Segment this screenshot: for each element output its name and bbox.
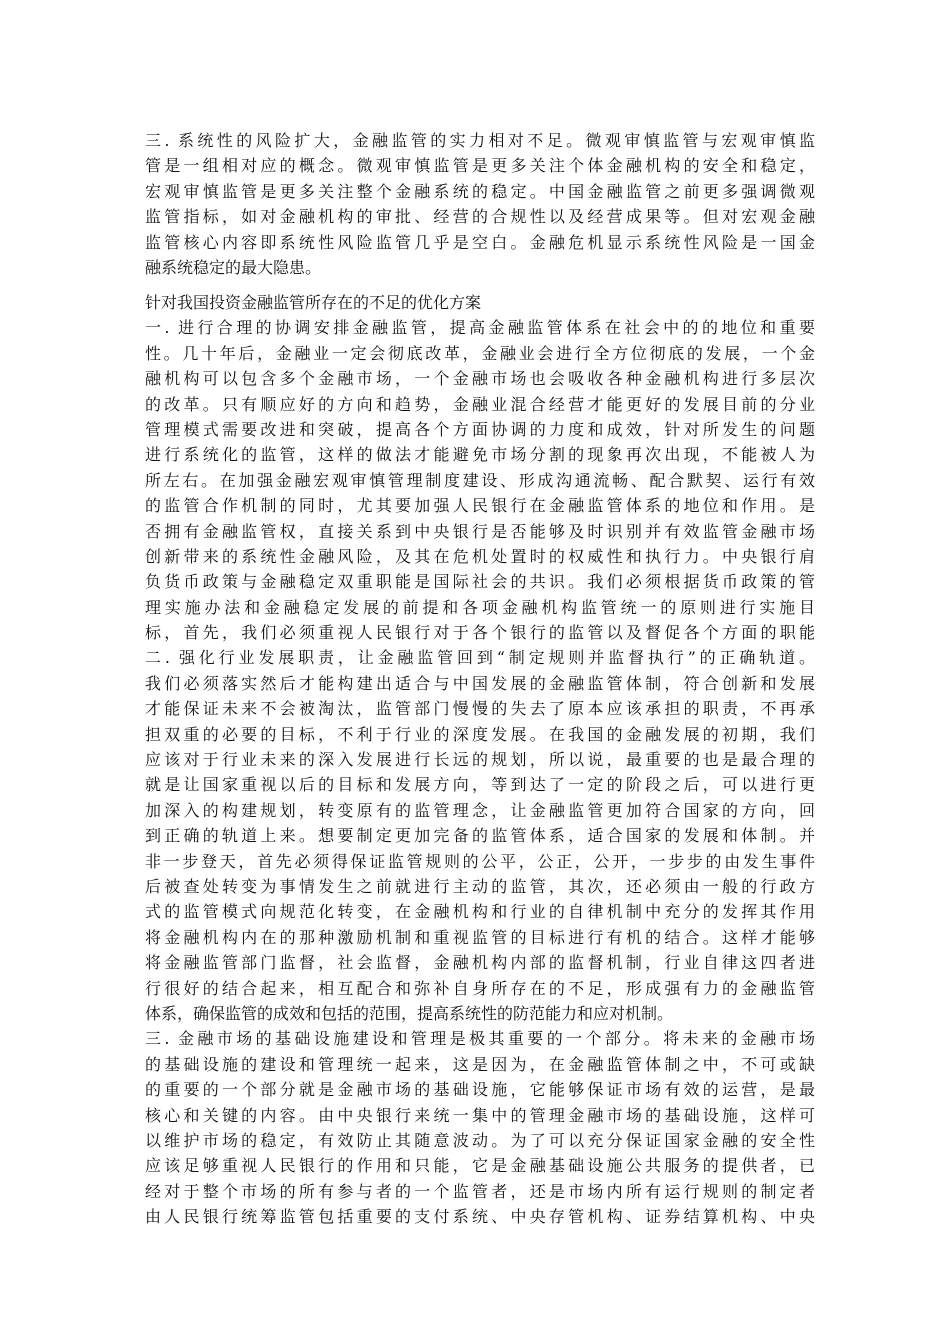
- paragraph-line: 就是让国家重视以后的目标和发展方向，等到达了一定的阶段之后，可以进行更: [145, 775, 815, 795]
- paragraph-line: 进行系统化的监管，这样的做法才能避免市场分割的现象再次出现，不能被人为: [145, 445, 815, 465]
- paragraph-line: 非一步登天，首先必须得保证监管规则的公平，公正，公开，一步步的由发生事件: [145, 851, 815, 871]
- paragraph-line: 应该对于行业未来的深入发展进行长远的规划，所以说，最重要的也是最合理的: [145, 750, 815, 770]
- paragraph-line: 一. 进行合理的协调安排金融监管，提高金融监管体系在社会中的的地位和重要: [145, 318, 815, 338]
- paragraph-line: 的监管合作机制的同时，尤其要加强人民银行在金融监管体系的地位和作用。是: [145, 496, 815, 516]
- paragraph-line: 管理模式需要改进和突破，提高各个方面协调的力度和成效，针对所发生的问题: [145, 419, 815, 439]
- paragraph-line: 由人民银行统筹监管包括重要的支付系统、中央存管机构、证券结算机构、中央: [145, 1207, 815, 1227]
- paragraph-line: 监管指标，如对金融机构的审批、经营的合规性以及经营成果等。但对宏观金融: [145, 207, 815, 227]
- paragraph-line: 将金融机构内在的那种激励机制和重视监管的目标进行有机的结合。这样才能够: [145, 927, 815, 947]
- paragraph-line: 我们必须落实然后才能构建出适合与中国发展的金融监管体制，符合创新和发展: [145, 673, 815, 693]
- paragraph-line: 管是一组相对应的概念。微观审慎监管是更多关注个体金融机构的安全和稳定，: [145, 156, 815, 176]
- paragraph-line: 监管核心内容即系统性风险监管几乎是空白。金融危机显示系统性风险是一国金: [145, 232, 815, 252]
- paragraph-line: 核心和关键的内容。由中央银行来统一集中的管理金融市场的基础设施，这样可: [145, 1105, 815, 1125]
- paragraph-line: 三. 系统性的风险扩大，金融监管的实力相对不足。微观审慎监管与宏观审慎监: [145, 131, 815, 150]
- paragraph-line: 体系，确保监管的成效和包括的范围，提高系统性的防范能力和应对机制。: [145, 1003, 674, 1023]
- paragraph-line: 将金融监管部门监督，社会监督，金融机构内部的监督机制，行业自律这四者进: [145, 953, 815, 973]
- paragraph-line: 二. 强化行业发展职责，让金融监管回到“制定规则并监督执行”的正确轨道。: [145, 648, 815, 668]
- paragraph-line: 以维护市场的稳定，有效防止其随意波动。为了可以充分保证国家金融的安全性: [145, 1130, 815, 1150]
- paragraph-line: 后被查处转变为事情发生之前就进行主动的监管，其次，还必须由一般的行政方: [145, 876, 815, 896]
- paragraph-line: 的基础设施的建设和管理统一起来，这是因为，在金融监管体制之中，不可或缺: [145, 1054, 815, 1074]
- paragraph-line: 加深入的构建规划，转变原有的监管理念，让金融监管更加符合国家的方向，回: [145, 800, 815, 820]
- paragraph-line: 宏观审慎监管是更多关注整个金融系统的稳定。中国金融监管之前更多强调微观: [145, 181, 815, 201]
- paragraph-line: 否拥有金融监管权，直接关系到中央银行是否能够及时识别并有效监管金融市场: [145, 521, 815, 541]
- paragraph-line: 所左右。在加强金融宏观审慎管理制度建设、形成沟通流畅、配合默契、运行有效: [145, 470, 815, 490]
- paragraph-line: 融机构可以包含多个金融市场，一个金融市场也会吸收各种金融机构进行多层次: [145, 369, 815, 389]
- paragraph-line: 负货币政策与金融稳定双重职能是国际社会的共识。我们必须根据货币政策的管: [145, 572, 815, 592]
- section-optimization-plan: [145, 290, 815, 1229]
- paragraph-line: 式的监管模式向规范化转变，在金融机构和行业的自律机制中充分的发挥其作用: [145, 902, 815, 922]
- paragraph-line: 行很好的结合起来，相互配合和弥补自身所存在的不足，形成强有力的金融监管: [145, 978, 815, 998]
- section-heading: 针对我国投资金融监管所存在的不足的优化方案: [145, 293, 482, 312]
- paragraph-line: 性。几十年后，金融业一定会彻底改革，金融业会进行全方位彻底的发展，一个金: [145, 343, 815, 363]
- paragraph-line: 创新带来的系统性金融风险，及其在危机处置时的权威性和执行力。中央银行肩: [145, 546, 815, 566]
- paragraph-line: 三. 金融市场的基础设施建设和管理是极其重要的一个部分。将未来的金融市场: [145, 1029, 815, 1049]
- paragraph-line: 到正确的轨道上来。想要制定更加完备的监管体系，适合国家的发展和体制。并: [145, 826, 815, 846]
- paragraph-line: 担双重的必要的目标，不利于行业的深度发展。在我国的金融发展的初期，我们: [145, 724, 815, 744]
- paragraph-line: 理实施办法和金融稳定发展的前提和各项金融机构监管统一的原则进行实施目: [145, 597, 815, 617]
- paragraph-line: 融系统稳定的最大隐患。: [145, 257, 322, 277]
- paragraph-line: 的改革。只有顺应好的方向和趋势，金融业混合经营才能更好的发展目前的分业: [145, 394, 815, 414]
- paragraph-line: 的重要的一个部分就是金融市场的基础设施，它能够保证市场有效的运营，是最: [145, 1080, 815, 1100]
- section-systemic-risk: [145, 128, 815, 280]
- paragraph-line: 应该足够重视人民银行的作用和只能，它是金融基础设施公共服务的提供者，已: [145, 1156, 815, 1176]
- paragraph-line: 才能保证未来不会被淘汰，监管部门慢慢的失去了原本应该承担的职责，不再承: [145, 699, 815, 719]
- paragraph-line: 标，首先，我们必须重视人民银行对于各个银行的监管以及督促各个方面的职能: [145, 623, 815, 643]
- paragraph-line: 经对于整个市场的所有参与者的一个监管者，还是市场内所有运行规则的制定者: [145, 1181, 815, 1201]
